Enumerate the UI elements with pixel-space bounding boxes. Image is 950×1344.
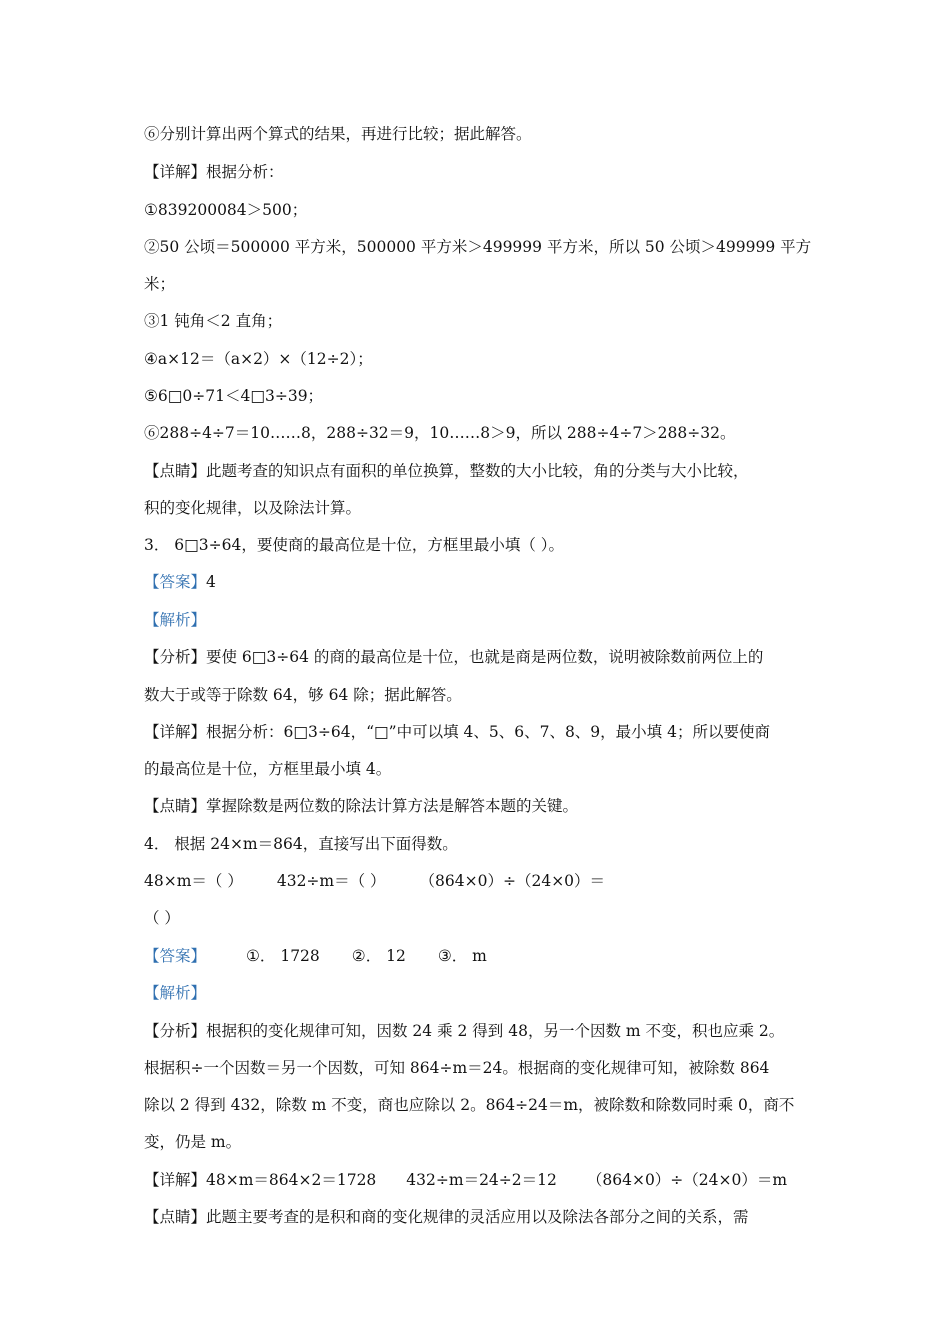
text-line: 【点睛】此题主要考查的是积和商的变化规律的灵活应用以及除法各部分之间的关系，需 [144, 1208, 749, 1226]
blank-item-3-continued: （ ） [144, 909, 180, 927]
blank-item-3: （864×0）÷（24×0）＝ [419, 872, 606, 890]
question-3: 3． 6□3÷64，要使商的最高位是十位，方框里最小填（ ）。 [144, 536, 565, 554]
text-line: ⑤6□0÷71＜4□3÷39； [144, 387, 324, 405]
text-line: 的最高位是十位，方框里最小填 4。 [144, 760, 392, 778]
analysis-tag: 【解析】 [144, 984, 207, 1002]
text-line: ③1 钝角＜2 直角； [144, 312, 283, 330]
analysis-tag: 【解析】 [144, 611, 207, 629]
text-line: 【点睛】掌握除数是两位数的除法计算方法是解答本题的关键。 [144, 797, 579, 815]
answer-2: ②． 12 [351, 947, 406, 965]
text-line: 【详解】根据分析： [144, 163, 284, 181]
answer-3: ③． m [437, 947, 487, 965]
question-4-items [144, 871, 814, 891]
text-line: 【详解】根据分析：6□3÷64，“□”中可以填 4、5、6、7、8、9，最小填 4；所以要使商 [144, 723, 770, 741]
text-line: ④a×12＝（a×2）×（12÷2）； [144, 350, 373, 368]
text-line: 变，仍是 m。 [144, 1133, 242, 1151]
text-line: ②50 公顷＝500000 平方米，500000 平方米＞499999 平方米，所以 50 公顷＞499999 平方 [144, 238, 812, 256]
text-line: ⑥分别计算出两个算式的结果，再进行比较；据此解答。 [144, 125, 532, 143]
text-line: 积的变化规律，以及除法计算。 [144, 499, 362, 517]
answer-tag: 【答案】 [144, 947, 207, 965]
text-line: 米； [144, 275, 176, 293]
text-line: 根据积÷一个因数＝另一个因数，可知 864÷m＝24。根据商的变化规律可知，被除数 864 [144, 1059, 770, 1077]
answer-1: ①． 1728 [246, 947, 320, 965]
answer-line [144, 946, 814, 966]
answer-line [144, 572, 814, 592]
detail-line [144, 1170, 814, 1190]
answer-tag: 【答案】 [144, 573, 207, 591]
detail-calc-3: （864×0）÷（24×0）＝m [586, 1171, 788, 1189]
text-line: 【分析】要使 6□3÷64 的商的最高位是十位，也就是商是两位数，说明被除数前两位上的 [144, 648, 764, 666]
text-line: 【分析】根据积的变化规律可知，因数 24 乘 2 得到 48，另一个因数 m 不变，积也应乘 2。 [144, 1022, 785, 1040]
answer-value: 4 [206, 573, 216, 591]
question-4: 4． 根据 24×m＝864，直接写出下面得数。 [144, 835, 458, 853]
blank-item-2: 432÷m＝（ ） [276, 872, 386, 890]
blank-item-1: 48×m＝（ ） [144, 872, 243, 890]
detail-calc-2: 432÷m＝24÷2＝12 [406, 1171, 557, 1189]
text-line: 除以 2 得到 432，除数 m 不变，商也应除以 2。864÷24＝m，被除数和除数同时乘 0，商不 [144, 1096, 795, 1114]
text-line: 数大于或等于除数 64，够 64 除；据此解答。 [144, 686, 462, 704]
text-line: 【点睛】此题考查的知识点有面积的单位换算，整数的大小比较，角的分类与大小比较， [144, 462, 749, 480]
text-line: ⑥288÷4÷7＝10……8，288÷32＝9，10……8＞9，所以 288÷4÷7＞288÷32。 [144, 424, 736, 442]
text-line: ①839200084＞500； [144, 201, 308, 219]
detail-calc-1: 【详解】48×m＝864×2＝1728 [144, 1171, 377, 1189]
